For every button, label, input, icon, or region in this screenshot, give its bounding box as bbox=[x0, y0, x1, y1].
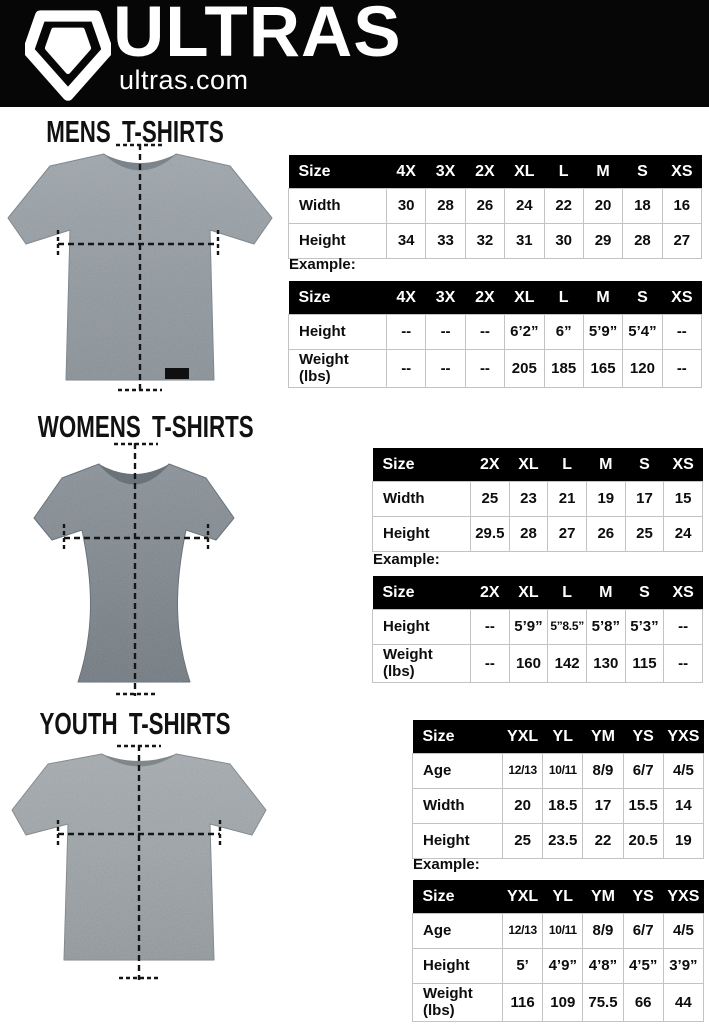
brand-name: ULTRAS bbox=[113, 0, 402, 72]
site-url: ultras.com bbox=[119, 65, 249, 95]
cell-value: -- bbox=[471, 610, 510, 645]
size-column-header: XL bbox=[509, 576, 548, 610]
cell-value: 165 bbox=[583, 350, 622, 388]
youth-size-table bbox=[412, 720, 704, 859]
cell-value: 4’9” bbox=[543, 949, 583, 984]
size-column-header: L bbox=[544, 155, 583, 189]
cell-value: 29.5 bbox=[471, 517, 510, 552]
cell-value: 142 bbox=[548, 645, 587, 683]
row-label-column-header: Size bbox=[289, 155, 387, 189]
cell-value: 12/13 bbox=[503, 914, 543, 949]
cell-value: 12/13 bbox=[503, 754, 543, 789]
size-column-header: YXL bbox=[503, 880, 543, 914]
size-column-header: L bbox=[548, 576, 587, 610]
cell-value: 130 bbox=[586, 645, 625, 683]
size-column-header: XS bbox=[664, 576, 703, 610]
womens-tshirt-image bbox=[4, 438, 262, 704]
cell-value: -- bbox=[387, 350, 426, 388]
cell-value: -- bbox=[664, 645, 703, 683]
womens-example-label: Example: bbox=[373, 551, 440, 568]
cell-value: 4/5 bbox=[663, 754, 703, 789]
cell-value: 16 bbox=[662, 189, 701, 224]
cell-value: 24 bbox=[505, 189, 544, 224]
table-row bbox=[289, 315, 702, 350]
table-row bbox=[413, 914, 704, 949]
cell-value: 20 bbox=[583, 189, 622, 224]
cell-value: 8/9 bbox=[583, 914, 623, 949]
size-column-header: XL bbox=[509, 448, 548, 482]
row-label-column-header: Size bbox=[373, 448, 471, 482]
cell-value: 6/7 bbox=[623, 754, 663, 789]
cell-value: 26 bbox=[586, 517, 625, 552]
size-column-header: XS bbox=[662, 281, 701, 315]
cell-value: 23.5 bbox=[543, 824, 583, 859]
cell-value: 109 bbox=[543, 984, 583, 1022]
cell-value: 26 bbox=[465, 189, 504, 224]
header-bar bbox=[0, 0, 709, 107]
size-column-header: M bbox=[583, 155, 622, 189]
cell-value: 30 bbox=[544, 224, 583, 259]
size-column-header: XL bbox=[505, 155, 544, 189]
row-label: Weight (lbs) bbox=[373, 645, 471, 683]
table-row bbox=[413, 949, 704, 984]
row-label: Width bbox=[289, 189, 387, 224]
cell-value: 4’5” bbox=[623, 949, 663, 984]
row-label: Height bbox=[289, 315, 387, 350]
cell-value: -- bbox=[426, 315, 465, 350]
row-label: Weight (lbs) bbox=[413, 984, 503, 1022]
cell-value: 33 bbox=[426, 224, 465, 259]
cell-value: 30 bbox=[387, 189, 426, 224]
row-label: Height bbox=[373, 517, 471, 552]
cell-value: 6” bbox=[544, 315, 583, 350]
cell-value: -- bbox=[471, 645, 510, 683]
row-label: Height bbox=[289, 224, 387, 259]
size-column-header: XS bbox=[662, 155, 701, 189]
cell-value: 6/7 bbox=[623, 914, 663, 949]
mens-section-title: MENS T-SHIRTS bbox=[46, 114, 224, 149]
womens-section-title: WOMENS T-SHIRTS bbox=[37, 409, 254, 444]
row-label: Height bbox=[413, 949, 503, 984]
size-column-header: M bbox=[586, 576, 625, 610]
cell-value: 66 bbox=[623, 984, 663, 1022]
cell-value: 20 bbox=[503, 789, 543, 824]
row-label: Age bbox=[413, 754, 503, 789]
size-column-header: 4X bbox=[387, 155, 426, 189]
cell-value: 205 bbox=[505, 350, 544, 388]
size-column-header: M bbox=[583, 281, 622, 315]
cell-value: -- bbox=[465, 315, 504, 350]
size-column-header: 4X bbox=[387, 281, 426, 315]
cell-value: 18 bbox=[623, 189, 662, 224]
cell-value: 31 bbox=[505, 224, 544, 259]
cell-value: 15.5 bbox=[623, 789, 663, 824]
cell-value: 24 bbox=[664, 517, 703, 552]
size-column-header: YM bbox=[583, 720, 623, 754]
size-column-header: YXS bbox=[663, 880, 703, 914]
row-label: Age bbox=[413, 914, 503, 949]
table-row bbox=[373, 610, 703, 645]
size-column-header: 3X bbox=[426, 155, 465, 189]
cell-value: -- bbox=[662, 315, 701, 350]
row-label-column-header: Size bbox=[413, 720, 503, 754]
size-column-header: XL bbox=[505, 281, 544, 315]
cell-value: 23 bbox=[509, 482, 548, 517]
size-column-header: S bbox=[623, 281, 662, 315]
cell-value: 17 bbox=[583, 789, 623, 824]
size-column-header: M bbox=[586, 448, 625, 482]
cell-value: -- bbox=[662, 350, 701, 388]
ultras-pentagon-logo-icon bbox=[25, 4, 111, 102]
size-column-header: 3X bbox=[426, 281, 465, 315]
cell-value: 5’ bbox=[503, 949, 543, 984]
cell-value: 5’8” bbox=[586, 610, 625, 645]
cell-value: 19 bbox=[663, 824, 703, 859]
row-label-column-header: Size bbox=[373, 576, 471, 610]
table-row bbox=[413, 754, 704, 789]
cell-value: 25 bbox=[625, 517, 664, 552]
size-column-header: S bbox=[625, 448, 664, 482]
size-column-header: 2X bbox=[465, 281, 504, 315]
row-label: Width bbox=[413, 789, 503, 824]
mens-example-label: Example: bbox=[289, 256, 356, 273]
hem-tag bbox=[165, 368, 189, 379]
cell-value: 5’4” bbox=[623, 315, 662, 350]
youth-section-title: YOUTH T-SHIRTS bbox=[39, 706, 231, 741]
size-column-header: L bbox=[544, 281, 583, 315]
cell-value: 18.5 bbox=[543, 789, 583, 824]
cell-value: 27 bbox=[662, 224, 701, 259]
row-label: Height bbox=[373, 610, 471, 645]
table-row bbox=[413, 824, 704, 859]
cell-value: 10/11 bbox=[543, 914, 583, 949]
cell-value: -- bbox=[664, 610, 703, 645]
table-row bbox=[289, 350, 702, 388]
size-column-header: YL bbox=[543, 720, 583, 754]
youth-example-label: Example: bbox=[413, 856, 480, 873]
cell-value: 22 bbox=[583, 824, 623, 859]
womens-example-table bbox=[372, 576, 703, 683]
cell-value: 34 bbox=[387, 224, 426, 259]
cell-value: -- bbox=[426, 350, 465, 388]
cell-value: 15 bbox=[664, 482, 703, 517]
size-column-header: YXL bbox=[503, 720, 543, 754]
row-label: Height bbox=[413, 824, 503, 859]
cell-value: 21 bbox=[548, 482, 587, 517]
table-row bbox=[289, 189, 702, 224]
cell-value: 14 bbox=[663, 789, 703, 824]
cell-value: 22 bbox=[544, 189, 583, 224]
size-column-header: 2X bbox=[471, 576, 510, 610]
size-column-header: 2X bbox=[465, 155, 504, 189]
youth-tshirt-image bbox=[2, 740, 280, 984]
size-column-header: YXS bbox=[663, 720, 703, 754]
cell-value: 5”8.5” bbox=[548, 610, 587, 645]
table-row bbox=[413, 984, 704, 1022]
row-label-column-header: Size bbox=[289, 281, 387, 315]
mens-tshirt-image bbox=[0, 140, 280, 398]
womens-size-table bbox=[372, 448, 703, 552]
table-row bbox=[373, 645, 703, 683]
cell-value: 4’8” bbox=[583, 949, 623, 984]
cell-value: 8/9 bbox=[583, 754, 623, 789]
size-column-header: YS bbox=[623, 720, 663, 754]
cell-value: 5’9” bbox=[583, 315, 622, 350]
cell-value: 5’9” bbox=[509, 610, 548, 645]
cell-value: 29 bbox=[583, 224, 622, 259]
cell-value: 120 bbox=[623, 350, 662, 388]
cell-value: 3’9” bbox=[663, 949, 703, 984]
table-row bbox=[373, 482, 703, 517]
cell-value: 27 bbox=[548, 517, 587, 552]
cell-value: 115 bbox=[625, 645, 664, 683]
cell-value: 20.5 bbox=[623, 824, 663, 859]
mens-size-table bbox=[288, 155, 702, 259]
size-column-header: YL bbox=[543, 880, 583, 914]
table-row bbox=[413, 789, 704, 824]
size-column-header: L bbox=[548, 448, 587, 482]
cell-value: 19 bbox=[586, 482, 625, 517]
cell-value: 75.5 bbox=[583, 984, 623, 1022]
row-label: Width bbox=[373, 482, 471, 517]
cell-value: 160 bbox=[509, 645, 548, 683]
cell-value: -- bbox=[387, 315, 426, 350]
cell-value: 28 bbox=[426, 189, 465, 224]
youth-example-table bbox=[412, 880, 704, 1022]
size-column-header: YM bbox=[583, 880, 623, 914]
size-column-header: S bbox=[623, 155, 662, 189]
size-column-header: 2X bbox=[471, 448, 510, 482]
cell-value: 25 bbox=[503, 824, 543, 859]
cell-value: 10/11 bbox=[543, 754, 583, 789]
row-label-column-header: Size bbox=[413, 880, 503, 914]
cell-value: 185 bbox=[544, 350, 583, 388]
cell-value: 116 bbox=[503, 984, 543, 1022]
cell-value: 4/5 bbox=[663, 914, 703, 949]
cell-value: 5’3” bbox=[625, 610, 664, 645]
cell-value: 25 bbox=[471, 482, 510, 517]
table-row bbox=[373, 517, 703, 552]
cell-value: 28 bbox=[623, 224, 662, 259]
size-column-header: S bbox=[625, 576, 664, 610]
cell-value: 6’2” bbox=[505, 315, 544, 350]
cell-value: 44 bbox=[663, 984, 703, 1022]
cell-value: 32 bbox=[465, 224, 504, 259]
size-column-header: YS bbox=[623, 880, 663, 914]
cell-value: 17 bbox=[625, 482, 664, 517]
table-row bbox=[289, 224, 702, 259]
cell-value: -- bbox=[465, 350, 504, 388]
size-column-header: XS bbox=[664, 448, 703, 482]
mens-example-table bbox=[288, 281, 702, 388]
cell-value: 28 bbox=[509, 517, 548, 552]
row-label: Weight (lbs) bbox=[289, 350, 387, 388]
